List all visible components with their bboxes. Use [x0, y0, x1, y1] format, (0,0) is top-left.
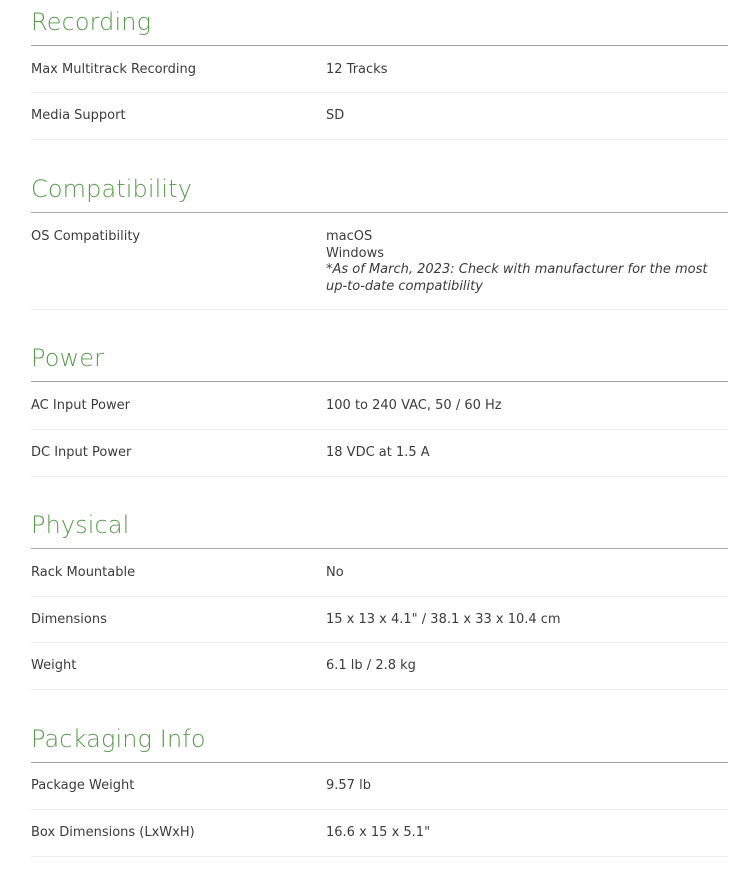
spec-value-package-weight: 9.57 lb	[326, 778, 371, 793]
spec-value-weight: 6.1 lb / 2.8 kg	[326, 658, 416, 673]
section-divider	[31, 762, 728, 763]
row-divider	[31, 139, 728, 140]
spec-value-os-compatibility	[326, 229, 721, 295]
row-divider	[31, 596, 728, 597]
spec-value-max-multitrack-recording: 12 Tracks	[326, 62, 388, 77]
spec-value-box-dimensions: 16.6 x 15 x 5.1"	[326, 825, 431, 840]
section-title-compatibility: Compatibility	[31, 175, 192, 203]
os-value-windows: Windows	[326, 245, 385, 261]
spec-label-dc-input-power: DC Input Power	[31, 445, 132, 460]
section-divider	[31, 45, 728, 46]
spec-label-media-support: Media Support	[31, 108, 126, 123]
spec-value-ac-input-power: 100 to 240 VAC, 50 / 60 Hz	[326, 398, 502, 413]
spec-value-dimensions: 15 x 13 x 4.1" / 38.1 x 33 x 10.4 cm	[326, 612, 561, 627]
row-divider	[31, 809, 728, 810]
spec-value-media-support: SD	[326, 108, 345, 123]
section-divider	[31, 212, 728, 213]
spec-label-os-compatibility: OS Compatibility	[31, 229, 141, 244]
compatibility-note: *As of March, 2023: Check with manufacturer for the most up-to-date compatibility	[326, 262, 708, 294]
os-value-macos: macOS	[326, 229, 373, 244]
row-divider	[31, 476, 728, 477]
spec-label-package-weight: Package Weight	[31, 778, 135, 793]
spec-label-box-dimensions: Box Dimensions (LxWxH)	[31, 825, 195, 840]
row-divider	[31, 856, 728, 857]
section-title-power: Power	[31, 344, 105, 372]
row-divider	[31, 429, 728, 430]
spec-label-weight: Weight	[31, 658, 77, 673]
spec-label-rack-mountable: Rack Mountable	[31, 565, 136, 580]
section-title-packaging-info: Packaging Info	[31, 725, 206, 753]
section-divider	[31, 381, 728, 382]
spec-label-ac-input-power: AC Input Power	[31, 398, 130, 413]
section-divider	[31, 548, 728, 549]
row-divider	[31, 309, 728, 310]
spec-value-rack-mountable: No	[326, 565, 344, 580]
row-divider	[31, 92, 728, 93]
row-divider	[31, 689, 728, 690]
section-title-physical: Physical	[31, 511, 130, 539]
spec-label-dimensions: Dimensions	[31, 612, 107, 627]
spec-value-dc-input-power: 18 VDC at 1.5 A	[326, 445, 430, 460]
row-divider	[31, 642, 728, 643]
spec-label-max-multitrack-recording: Max Multitrack Recording	[31, 62, 197, 77]
section-title-recording: Recording	[31, 8, 152, 36]
